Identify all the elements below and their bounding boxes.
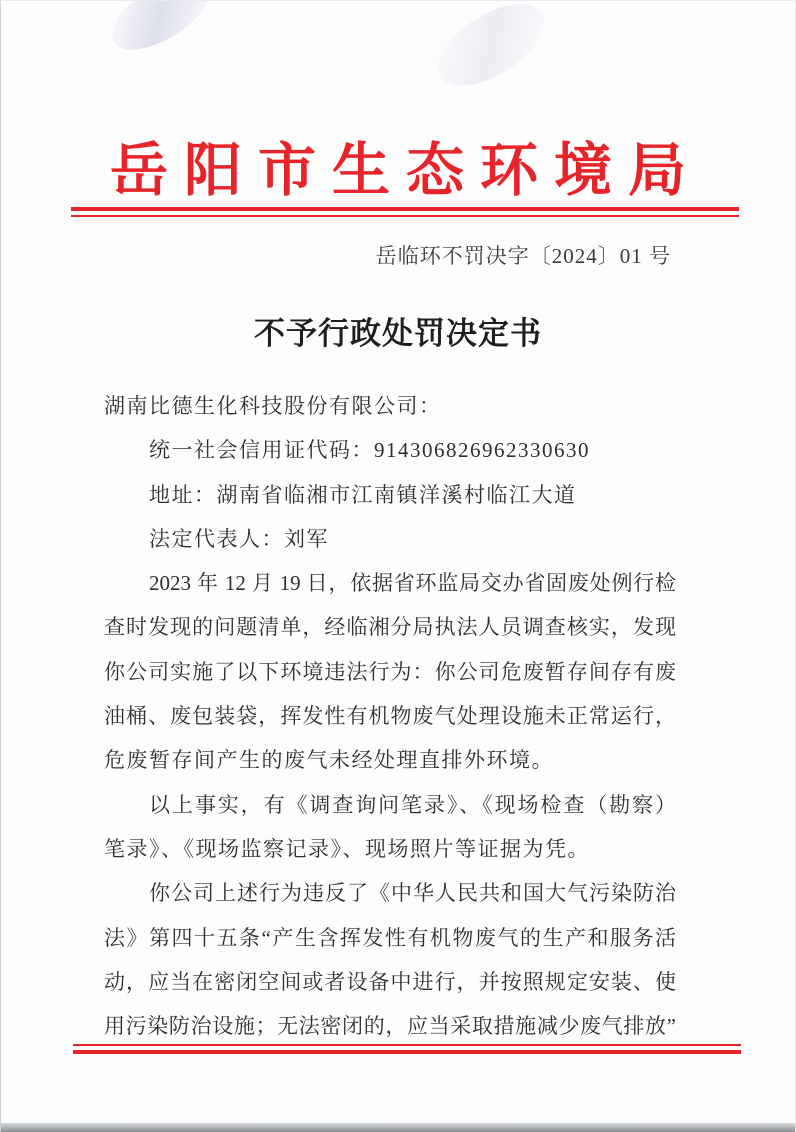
body-text-line: 查时发现的问题清单，经临湘分局执法人员调查核实，发现: [104, 615, 676, 640]
footer-divider-thick: [73, 1050, 741, 1054]
letterhead-divider-thin: [71, 215, 739, 217]
document-title: 不予行政处罚决定书: [254, 316, 542, 351]
footer-divider-thin: [73, 1044, 741, 1046]
body-text-line: 用污染防治设施；无法密闭的，应当采取措施减少废气排放”: [104, 1014, 676, 1039]
body-text-line: 法》第四十五条“产生含挥发性有机物废气的生产和服务活: [104, 925, 676, 950]
agency-letterhead-title: 岳阳市生态环境局: [109, 138, 702, 203]
document-body: [104, 384, 676, 1048]
body-text-line: 笔录》、《现场监察记录》、现场照片等证据为凭。: [104, 836, 590, 861]
scanner-bottom-edge: [1, 1123, 795, 1132]
body-text-line: 地址：湖南省临湘市江南镇洋溪村临江大道: [149, 482, 577, 507]
letterhead-divider-thick: [71, 207, 739, 211]
body-text-line: 你公司上述行为违反了《中华人民共和国大气污染防治: [149, 881, 676, 906]
body-text-line: 油桶、废包装袋，挥发性有机物废气处理设施未正常运行，: [104, 704, 676, 729]
body-text-line: 统一社会信用证代码：914306826962330630: [149, 438, 590, 463]
body-text-line: 法定代表人：刘军: [149, 526, 329, 551]
body-text-line: 动，应当在密闭空间或者设备中进行，并按照规定安装、使: [104, 969, 676, 994]
body-text-line: 以上事实，有《调查询问笔录》、《现场检查（勘察）: [149, 792, 676, 817]
body-text-line: 湖南比德生化科技股份有限公司：: [104, 394, 442, 418]
body-text-line: 你公司实施了以下环境违法行为：你公司危废暂存间存有废: [104, 659, 676, 684]
document-reference-number: 岳临环不罚决字〔2024〕01 号: [375, 244, 671, 268]
body-text-line: 危废暂存间产生的废气未经处理直排外环境。: [104, 748, 554, 773]
scan-streak-artifact: [424, 0, 558, 102]
body-text-line: 2023 年 12 月 19 日，依据省环监局交办省固废处例行检: [149, 571, 676, 596]
scan-streak-artifact: [101, 0, 222, 64]
